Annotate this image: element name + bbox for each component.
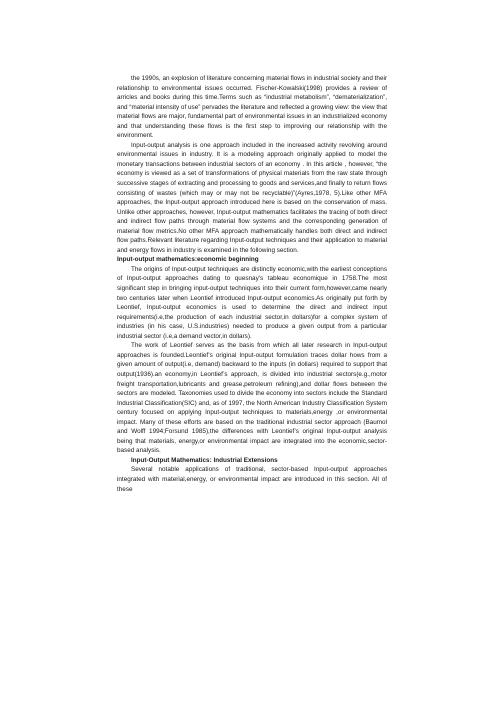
section-heading-industrial-extensions: Input-Output Mathematics: Industrial Extensions <box>131 456 278 464</box>
paragraph-intro: the 1990s, an explosion of literature concerning material flows in industrial society and their relationship to environmental issues occurred. Fischer-Kowalski(1998) provides a review of arricles and books during this time.Terms such as “industrial metabolism”, “dematerialization”, and “material intensity of use” pervades the literature and reflected a growing view: the view that material flows are major, fundamental part of environmental issues in an industrialized economy and that understanding these flows is the first step to improving our relationship with the environment. <box>117 75 387 140</box>
paragraph-origins: The origins of Input-output techniques are distinctly economic,with the earliest conceptions of Input-output approaches dating to quesnay’s tableau economique in 1758.The most significant step in bringing input-output techniques into their current form,however,came nearly two centuries later when Leontief introduced Input-output economics.As originally put forth by Leontief, Input-output economics is used to determine the direct and indirect input requirements(i.e,the production of each industrial sector,in dollars)for a complex system of industries (in his case, U.S.industries) needed to produce a given output from a particular industrial sector (i.e,a demand vector,in dollars). <box>117 265 387 340</box>
paragraph-input-output-analysis: Input-output analysis is one approach included in the increased activity revolving around environmental issues in industry. It is a modeling approach originally applied to model the monetary transactions between industrial sectors of an economy . In this article , however, “the economy is viewed as a set of transformations of physical materials from the raw state through successive stages of extracting and processing to goods and services,and finally to return flows consisting of wastes (which may or may not be recyclable)”(Ayres,1978, 5).Like other MFA approaches, the Input-output approach introduced here is based on the conservation of mass. Unlike other approaches, however, Input-output mathematics facilitates the tracing of both direct and indirect flow paths through material flow systems and the corresponding generation of material flow metrics.No other MFA approach mathematically handles both direct and indirect flow paths.Relevant literature regarding Input-output techniques and their application to material and energy flows in industry is examined in the following section. <box>117 141 387 254</box>
document-body <box>117 74 387 494</box>
paragraph-applications: Several notable applications of traditional, sector-based Input-output approaches integrated with material,energy, or environmental impact are introduced in this section. All of these <box>117 466 387 493</box>
section-heading-economic-beginning: Input-output mathematics:economic beginning <box>117 256 259 264</box>
paragraph-leontief-work: The work of Leontief serves as the basis from which all later research in Input-output approaches is founded.Leontief’s original Input-output formulation traces dollar hows from a given amount of output(i.e, demand) backward to the inputs (in dollars) required to support that output(1936).an economy,in Leontief’s approach, is divided into industrial sectors(e.g.,motor freight transportation,lubricants and grease,petroleum refining),and dollar flows between the sectors are modeled. Taxonomies used to divide the economy into sectors include the Standard Industrial Classification(SIC) and, as of 1997, the North American Industry Classification System century focused on applying Input-output techniques to materials,energy ,or environmental impact. Many of these efforts are based on the traditional industrial sector approach (Baumol and Wolff 1994;Forsund 1985),the differences with Leontief’s original Input-output analysis being that materials, energy,or environmental impact are integrated into the economic,sector-based analysis. <box>117 342 387 455</box>
